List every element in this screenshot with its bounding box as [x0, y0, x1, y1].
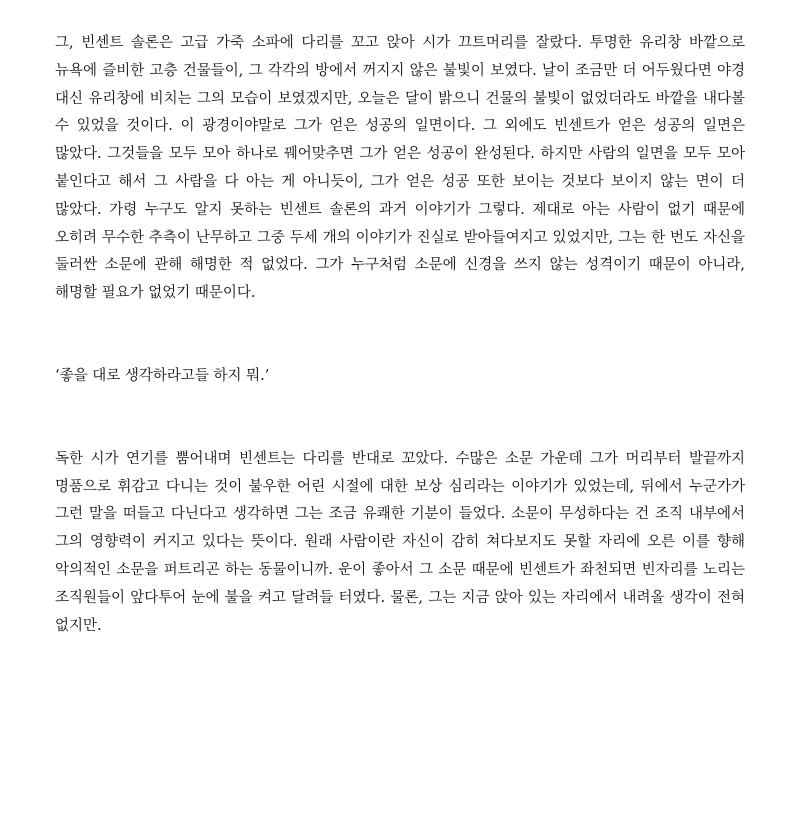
spacer-1 [55, 308, 745, 363]
paragraph-2: 독한 시가 연기를 뿜어내며 빈센트는 다리를 반대로 꼬았다. 수많은 소문 가운데 그가 머리부터 발끝까지 명품으로 휘감고 다니는 것이 불우한 어린 시절에 대한 보상 심리라는 이야기가 있었는데, 뒤에서 누군가가 그런 말을 떠들고 다닌다고 생각하면 그는 조금 유쾌한 기분이 들었다. 소문이 무성하다는 건 조직 내부에서 그의 영향력이 커지고 있다는 뜻이다. 원래 사람이란 자신이 감히 쳐다보지도 못할 자리에 오른 이를 향해 악의적인 소문을 퍼트리곤 하는 동물이니까. 운이 좋아서 그 소문 때문에 빈센트가 좌천되면 빈자리를 노리는 조직원들이 앞다투어 눈에 불을 켜고 달려들 터였다. 물론, 그는 지금 앉아 있는 자리에서 내려올 생각이 전혀 없지만. [55, 450, 745, 634]
quote-line: ‘좋을 대로 생각하라고들 하지 뭐.’ [55, 367, 270, 384]
spacer-2 [55, 391, 745, 446]
paragraph-1: 그, 빈센트 솔론은 고급 가죽 소파에 다리를 꼬고 앉아 시가 끄트머리를 잘랐다. 투명한 유리창 바깥으로 뉴욕에 즐비한 고층 건물들이, 그 각각의 방에서 꺼지지 않은 불빛이 보였다. 날이 조금만 더 어두웠다면 야경 대신 유리창에 비치는 그의 모습이 보였겠지만, 오늘은 달이 밝으니 건물의 불빛이 없었더라도 바깥을 내다볼 수 있었을 것이다. 이 광경이야말로 그가 얻은 성공의 일면이다. 그 외에도 빈센트가 얻은 성공의 일면은 많았다. 그것들을 모두 모아 하나로 꿰어맞추면 그가 얻은 성공이 완성된다. 하지만 사람의 일면을 모두 모아 붙인다고 해서 그 사람을 다 아는 게 아니듯이, 그가 얻은 성공 또한 보이는 것보다 보이지 않는 면이 더 많았다. 가령 누구도 알지 못하는 빈센트 솔론의 과거 이야기가 그렇다. 제대로 아는 사람이 없기 때문에 오히려 무수한 추측이 난무하고 그중 두세 개의 이야기가 진실로 받아들여지고 있었지만, 그는 한 번도 자신을 둘러싼 소문에 관해 해명한 적 없었다. 그가 누구처럼 소문에 신경을 쓰지 않는 성격이기 때문이 아니라, 해명할 필요가 없었기 때문이다. [55, 35, 745, 302]
